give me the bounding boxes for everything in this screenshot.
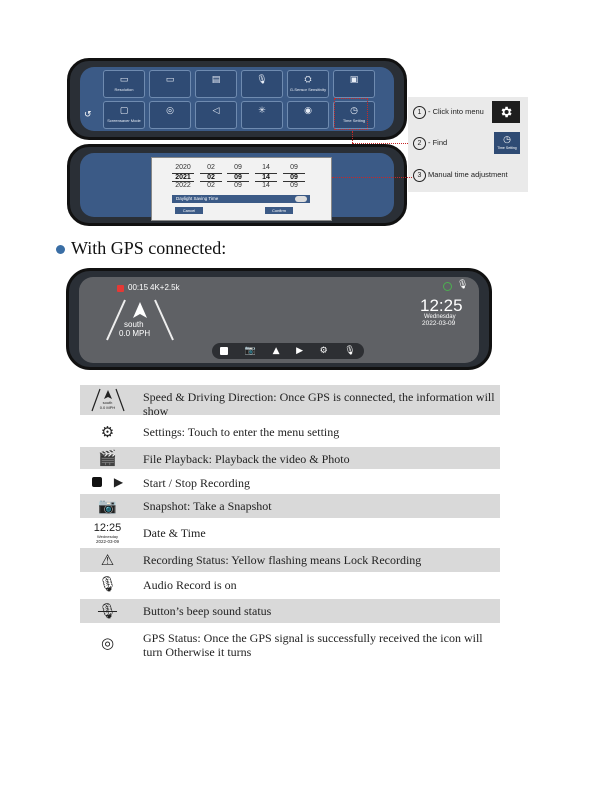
stop-record-button[interactable] <box>220 347 228 355</box>
legend-text: Audio Record is on <box>143 578 237 592</box>
time-picker-cell[interactable]: 09 <box>290 164 298 171</box>
date-display: 2022-03-09 <box>422 320 456 327</box>
legend-text: Button’s beep sound status <box>143 604 272 618</box>
gsensor-icon: ⛭ <box>304 75 312 85</box>
time-picker-cell[interactable]: 09 <box>234 164 242 171</box>
menu-tile[interactable] <box>103 101 145 129</box>
playback-icon: 🎬 <box>98 449 117 467</box>
display-icon: ▤ <box>211 75 221 85</box>
mute-microphone-icon: 🎙 <box>97 602 118 620</box>
touch-icon: ◎ <box>166 106 174 116</box>
legend-row <box>80 385 500 418</box>
rec-time: 00:15 <box>128 283 149 292</box>
gear-icon <box>499 105 513 119</box>
gps-heading: With GPS connected: <box>56 238 226 259</box>
menu-tile[interactable] <box>195 101 237 129</box>
time-picker-cell[interactable]: 09 <box>290 182 298 189</box>
settings-button-sample <box>492 101 520 123</box>
settings-button[interactable]: ⚙ <box>319 346 328 356</box>
menu-tile[interactable] <box>287 101 329 129</box>
callout-step3: 3 Manual time adjustment <box>413 169 508 182</box>
menu-tile-label: Time Setting <box>342 118 366 123</box>
audio-button[interactable]: 🎙 <box>344 346 356 356</box>
legend-row <box>80 471 500 493</box>
gps-direction: south <box>124 320 144 329</box>
legend-row <box>80 494 500 518</box>
legend-text: GPS Status: Once the GPS signal is successfully received the icon will turn Otherwise it turns <box>143 631 483 659</box>
microphone-icon: 🎙 <box>457 280 469 290</box>
time-picker-cell[interactable]: 2022 <box>175 182 191 189</box>
stop-icon <box>92 477 102 487</box>
playback-button[interactable]: ▶ <box>296 346 304 356</box>
record-icon <box>80 471 135 493</box>
legend-text: Recording Status: Yellow flashing means Lock Recording <box>143 553 422 567</box>
time-picker-cell[interactable]: 02 <box>207 182 215 189</box>
gps-speed: 0.0 MPH <box>119 329 151 338</box>
legend-row <box>80 599 500 623</box>
legend-speed: 0.0 MPH <box>99 405 116 410</box>
callout-connector-3 <box>332 177 412 179</box>
legend-date: 2022-03-09 <box>95 538 120 544</box>
gear-icon: ⚙ <box>100 423 115 441</box>
time-setting-highlight <box>334 98 368 130</box>
gps-status-icon <box>443 282 452 291</box>
menu-tile[interactable] <box>333 70 375 98</box>
gps-icon: ◎ <box>100 634 115 652</box>
time-picker-cell[interactable]: 14 <box>262 182 270 189</box>
legend-text: Settings: Touch to enter the menu setting <box>143 425 340 439</box>
legend-row <box>80 573 500 595</box>
dst-toggle[interactable] <box>295 196 307 202</box>
brightness-icon: ✳ <box>258 106 266 116</box>
menu-tile[interactable] <box>195 70 237 98</box>
image-icon: ▣ <box>349 75 359 85</box>
rec-indicator <box>117 285 124 292</box>
speed-direction-icon <box>80 385 135 415</box>
resolution-label: 4K+2.5k <box>150 283 180 292</box>
legend-clock: 12:25 <box>93 521 122 534</box>
clock-display: 12:25 <box>420 296 463 315</box>
screensaver-icon: ▢ <box>119 106 129 116</box>
legend-row <box>80 521 500 545</box>
callout-connector-1 <box>352 131 354 143</box>
legend-row <box>80 548 500 572</box>
clock-icon: ◷ <box>503 134 511 144</box>
menu-tile[interactable] <box>149 101 191 129</box>
legend-row <box>80 447 500 469</box>
menu-tile-label: G-Sensor Sensitivity <box>289 87 327 92</box>
clock-icon: ◷ <box>350 106 358 116</box>
time-picker-cell[interactable]: 09 <box>227 173 249 182</box>
menu-tile-label: Resolution <box>114 87 134 92</box>
time-picker-cell[interactable]: 02 <box>207 164 215 171</box>
menu-tile[interactable] <box>103 70 145 98</box>
screen-icon: ▭ <box>165 75 175 85</box>
time-picker-cell[interactable]: 2021 <box>172 173 194 182</box>
legend-text: Speed & Driving Direction: Once GPS is connected, the information will show <box>143 390 495 418</box>
warning-icon: ⚠ <box>100 551 115 569</box>
volume-icon: ◁ <box>212 106 220 116</box>
time-setting-sample: ◷ Time Setting <box>494 132 520 154</box>
microphone-icon: 🎙 <box>256 75 268 85</box>
callout-step1: 1 - Click into menu <box>413 106 484 119</box>
callout-step2: 2 - Find <box>413 137 447 150</box>
legend-text: Date & Time <box>143 526 206 540</box>
camera-icon: 📷 <box>98 497 117 515</box>
bullet-dot <box>56 245 65 254</box>
snapshot-button[interactable]: 📷 <box>244 346 257 356</box>
weekday-display: Wednesday <box>424 314 456 320</box>
time-picker-cell[interactable]: 09 <box>234 182 242 189</box>
time-picker-cell[interactable]: 14 <box>255 173 277 182</box>
time-picker-dialog <box>151 157 332 221</box>
legend-row <box>80 626 500 660</box>
cancel-button[interactable]: Cancel <box>175 207 203 214</box>
menu-tile-label: Screensaver Mode <box>107 118 141 123</box>
resolution-icon: ▭ <box>119 75 129 85</box>
legend-row <box>80 420 500 444</box>
legend-text: File Playback: Playback the video & Photo <box>143 452 350 466</box>
menu-tile[interactable] <box>241 70 283 98</box>
menu-tile[interactable] <box>241 101 283 129</box>
lock-status-button[interactable]: ▲ <box>272 346 280 356</box>
datetime-icon <box>80 521 135 545</box>
legend-text: Start / Stop Recording <box>143 476 250 490</box>
back-icon[interactable]: ↺ <box>84 110 92 120</box>
legend-weekday: Wednesday <box>96 533 119 539</box>
time-picker-cell[interactable]: 14 <box>262 164 270 171</box>
confirm-button[interactable]: Confirm <box>265 207 293 214</box>
control-toolbar <box>212 343 364 359</box>
menu-tile[interactable] <box>149 70 191 98</box>
time-picker-cell[interactable]: 2020 <box>175 164 191 171</box>
menu-tile[interactable] <box>287 70 329 98</box>
language-icon: ◉ <box>304 106 312 116</box>
direction-arrow-icon <box>133 302 147 318</box>
time-picker-cell[interactable]: 02 <box>200 173 222 182</box>
microphone-icon: 🎙 <box>97 575 118 593</box>
time-picker-cell[interactable]: 09 <box>283 173 305 182</box>
legend-direction: south <box>102 400 113 405</box>
dst-row[interactable]: Daylight Saving Time <box>172 195 310 203</box>
play-icon: ▶ <box>113 475 124 489</box>
road-right-line <box>155 300 173 340</box>
legend-text: Snapshot: Take a Snapshot <box>143 499 272 513</box>
